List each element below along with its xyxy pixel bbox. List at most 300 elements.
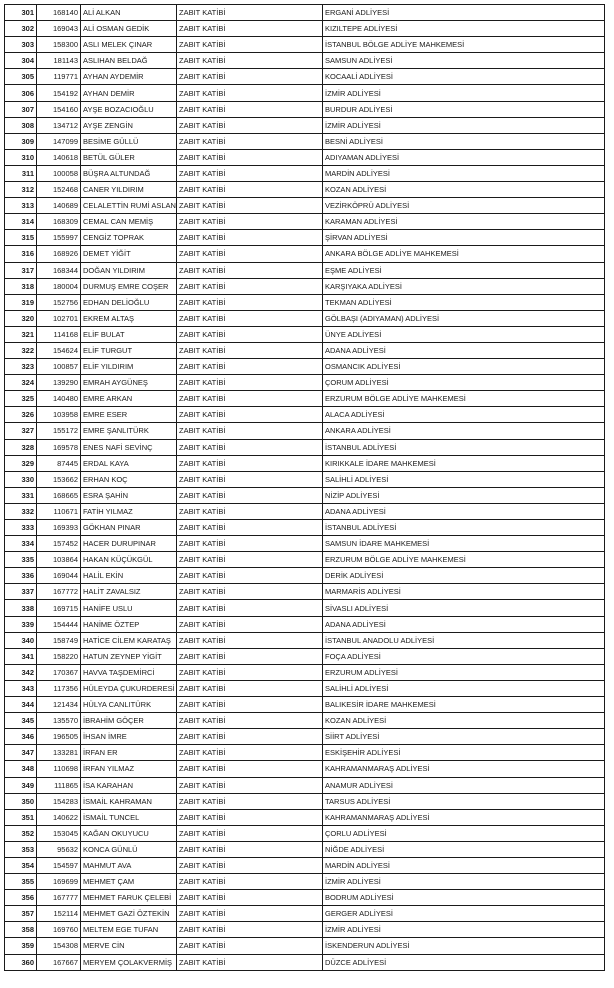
assigned-court: İSTANBUL ADLİYESİ <box>323 439 605 455</box>
registry-number: 119771 <box>37 69 81 85</box>
row-number: 319 <box>5 294 37 310</box>
full-name: HAVVA TAŞDEMİRCİ <box>81 664 177 680</box>
full-name: EMRAH AYGÜNEŞ <box>81 375 177 391</box>
table-row <box>5 729 605 745</box>
assigned-court: BODRUM ADLİYESİ <box>323 890 605 906</box>
table-row <box>5 584 605 600</box>
job-title: ZABIT KATİBİ <box>177 53 323 69</box>
full-name: MELTEM EGE TUFAN <box>81 922 177 938</box>
registry-number: 169044 <box>37 568 81 584</box>
full-name: ALİ ALKAN <box>81 5 177 21</box>
row-number: 304 <box>5 53 37 69</box>
registry-number: 114168 <box>37 326 81 342</box>
registry-number: 168344 <box>37 262 81 278</box>
row-number: 341 <box>5 648 37 664</box>
row-number: 340 <box>5 632 37 648</box>
table-row <box>5 664 605 680</box>
assigned-court: İSKENDERUN ADLİYESİ <box>323 938 605 954</box>
table-row <box>5 777 605 793</box>
full-name: HATİCE CİLEM KARATAŞ <box>81 632 177 648</box>
table-row <box>5 713 605 729</box>
registry-number: 180004 <box>37 278 81 294</box>
full-name: HÜLYA CANLITÜRK <box>81 697 177 713</box>
job-title: ZABIT KATİBİ <box>177 342 323 358</box>
registry-number: 167777 <box>37 890 81 906</box>
registry-number: 169715 <box>37 600 81 616</box>
row-number: 343 <box>5 680 37 696</box>
row-number: 337 <box>5 584 37 600</box>
registry-number: 140480 <box>37 391 81 407</box>
job-title: ZABIT KATİBİ <box>177 182 323 198</box>
job-title: ZABIT KATİBİ <box>177 133 323 149</box>
assigned-court: ŞİRVAN ADLİYESİ <box>323 230 605 246</box>
table-row <box>5 230 605 246</box>
row-number: 313 <box>5 198 37 214</box>
table-row <box>5 375 605 391</box>
assigned-court: DÜZCE ADLİYESİ <box>323 954 605 970</box>
full-name: KAĞAN OKUYUCU <box>81 825 177 841</box>
row-number: 352 <box>5 825 37 841</box>
table-row <box>5 745 605 761</box>
job-title: ZABIT KATİBİ <box>177 809 323 825</box>
job-title: ZABIT KATİBİ <box>177 552 323 568</box>
job-title: ZABIT KATİBİ <box>177 439 323 455</box>
assigned-court: ADANA ADLİYESİ <box>323 616 605 632</box>
table-row <box>5 857 605 873</box>
registry-number: 169699 <box>37 874 81 890</box>
job-title: ZABIT KATİBİ <box>177 745 323 761</box>
registry-number: 168309 <box>37 214 81 230</box>
registry-number: 167667 <box>37 954 81 970</box>
row-number: 310 <box>5 149 37 165</box>
table-row <box>5 69 605 85</box>
table-row <box>5 117 605 133</box>
personnel-table-body <box>5 5 605 971</box>
row-number: 348 <box>5 761 37 777</box>
job-title: ZABIT KATİBİ <box>177 648 323 664</box>
registry-number: 87445 <box>37 455 81 471</box>
table-row <box>5 890 605 906</box>
assigned-court: ANKARA BÖLGE ADLİYE MAHKEMESİ <box>323 246 605 262</box>
job-title: ZABIT KATİBİ <box>177 713 323 729</box>
full-name: KONCA GÜNLÜ <box>81 841 177 857</box>
registry-number: 110671 <box>37 503 81 519</box>
full-name: ENES NAFİ SEVİNÇ <box>81 439 177 455</box>
table-row <box>5 165 605 181</box>
registry-number: 169760 <box>37 922 81 938</box>
table-row <box>5 5 605 21</box>
row-number: 322 <box>5 342 37 358</box>
full-name: ELİF TURGUT <box>81 342 177 358</box>
full-name: DOĞAN YILDIRIM <box>81 262 177 278</box>
row-number: 325 <box>5 391 37 407</box>
assigned-court: OSMANCIK ADLİYESİ <box>323 359 605 375</box>
full-name: EDHAN DELİOĞLU <box>81 294 177 310</box>
assigned-court: NİĞDE ADLİYESİ <box>323 841 605 857</box>
row-number: 317 <box>5 262 37 278</box>
full-name: İSMAİL TUNCEL <box>81 809 177 825</box>
registry-number: 158749 <box>37 632 81 648</box>
table-row <box>5 455 605 471</box>
table-row <box>5 503 605 519</box>
full-name: ERDAL KAYA <box>81 455 177 471</box>
table-row <box>5 53 605 69</box>
table-row <box>5 680 605 696</box>
job-title: ZABIT KATİBİ <box>177 954 323 970</box>
full-name: ELİF BULAT <box>81 326 177 342</box>
table-row <box>5 793 605 809</box>
job-title: ZABIT KATİBİ <box>177 568 323 584</box>
registry-number: 168926 <box>37 246 81 262</box>
row-number: 347 <box>5 745 37 761</box>
row-number: 356 <box>5 890 37 906</box>
table-row <box>5 536 605 552</box>
full-name: AYHAN AYDEMİR <box>81 69 177 85</box>
registry-number: 147099 <box>37 133 81 149</box>
full-name: ALİ OSMAN GEDİK <box>81 21 177 37</box>
job-title: ZABIT KATİBİ <box>177 680 323 696</box>
registry-number: 100857 <box>37 359 81 375</box>
assigned-court: İSTANBUL ANADOLU ADLİYESİ <box>323 632 605 648</box>
table-row <box>5 648 605 664</box>
full-name: CANER YILDIRIM <box>81 182 177 198</box>
registry-number: 134712 <box>37 117 81 133</box>
row-number: 333 <box>5 520 37 536</box>
row-number: 338 <box>5 600 37 616</box>
assigned-court: SAMSUN ADLİYESİ <box>323 53 605 69</box>
assigned-court: ERZURUM BÖLGE ADLİYE MAHKEMESİ <box>323 552 605 568</box>
assigned-court: SAMSUN İDARE MAHKEMESİ <box>323 536 605 552</box>
table-row <box>5 278 605 294</box>
row-number: 308 <box>5 117 37 133</box>
row-number: 329 <box>5 455 37 471</box>
row-number: 318 <box>5 278 37 294</box>
registry-number: 168140 <box>37 5 81 21</box>
table-row <box>5 809 605 825</box>
registry-number: 154444 <box>37 616 81 632</box>
job-title: ZABIT KATİBİ <box>177 375 323 391</box>
row-number: 312 <box>5 182 37 198</box>
job-title: ZABIT KATİBİ <box>177 423 323 439</box>
registry-number: 154597 <box>37 857 81 873</box>
row-number: 316 <box>5 246 37 262</box>
table-row <box>5 37 605 53</box>
job-title: ZABIT KATİBİ <box>177 697 323 713</box>
registry-number: 140622 <box>37 809 81 825</box>
job-title: ZABIT KATİBİ <box>177 874 323 890</box>
assigned-court: ÇORUM ADLİYESİ <box>323 375 605 391</box>
job-title: ZABIT KATİBİ <box>177 793 323 809</box>
table-row <box>5 600 605 616</box>
row-number: 331 <box>5 487 37 503</box>
job-title: ZABIT KATİBİ <box>177 632 323 648</box>
assigned-court: KAHRAMANMARAŞ ADLİYESİ <box>323 809 605 825</box>
registry-number: 154283 <box>37 793 81 809</box>
table-row <box>5 391 605 407</box>
registry-number: 153662 <box>37 471 81 487</box>
assigned-court: BURDUR ADLİYESİ <box>323 101 605 117</box>
job-title: ZABIT KATİBİ <box>177 536 323 552</box>
job-title: ZABIT KATİBİ <box>177 391 323 407</box>
registry-number: 168665 <box>37 487 81 503</box>
assigned-court: DERİK ADLİYESİ <box>323 568 605 584</box>
full-name: BESİME GÜLLÜ <box>81 133 177 149</box>
table-row <box>5 874 605 890</box>
job-title: ZABIT KATİBİ <box>177 841 323 857</box>
table-row <box>5 520 605 536</box>
job-title: ZABIT KATİBİ <box>177 487 323 503</box>
full-name: HACER DURUPINAR <box>81 536 177 552</box>
registry-number: 154624 <box>37 342 81 358</box>
full-name: AYŞE ZENGİN <box>81 117 177 133</box>
registry-number: 152114 <box>37 906 81 922</box>
table-row <box>5 954 605 970</box>
row-number: 335 <box>5 552 37 568</box>
registry-number: 103958 <box>37 407 81 423</box>
job-title: ZABIT KATİBİ <box>177 600 323 616</box>
full-name: BETÜL GÜLER <box>81 149 177 165</box>
full-name: ASLI MELEK ÇINAR <box>81 37 177 53</box>
registry-number: 102701 <box>37 310 81 326</box>
full-name: HANİFE USLU <box>81 600 177 616</box>
row-number: 321 <box>5 326 37 342</box>
assigned-court: FOÇA ADLİYESİ <box>323 648 605 664</box>
full-name: CENGİZ TOPRAK <box>81 230 177 246</box>
registry-number: 169393 <box>37 520 81 536</box>
table-row <box>5 133 605 149</box>
table-row <box>5 359 605 375</box>
table-row <box>5 439 605 455</box>
row-number: 344 <box>5 697 37 713</box>
row-number: 334 <box>5 536 37 552</box>
assigned-court: SİİRT ADLİYESİ <box>323 729 605 745</box>
row-number: 302 <box>5 21 37 37</box>
table-row <box>5 198 605 214</box>
full-name: CELALETTİN RUMİ ASLAN <box>81 198 177 214</box>
full-name: MERVE CİN <box>81 938 177 954</box>
row-number: 360 <box>5 954 37 970</box>
assigned-court: ÇORLU ADLİYESİ <box>323 825 605 841</box>
full-name: ERHAN KOÇ <box>81 471 177 487</box>
registry-number: 158220 <box>37 648 81 664</box>
row-number: 307 <box>5 101 37 117</box>
full-name: HÜLEYDA ÇUKURDERESİ <box>81 680 177 696</box>
full-name: CEMAL CAN MEMİŞ <box>81 214 177 230</box>
assigned-court: MARDİN ADLİYESİ <box>323 165 605 181</box>
table-row <box>5 342 605 358</box>
full-name: İRFAN YILMAZ <box>81 761 177 777</box>
assigned-court: ADANA ADLİYESİ <box>323 342 605 358</box>
assigned-court: ESKİŞEHİR ADLİYESİ <box>323 745 605 761</box>
registry-number: 95632 <box>37 841 81 857</box>
job-title: ZABIT KATİBİ <box>177 85 323 101</box>
full-name: ASLIHAN BELDAĞ <box>81 53 177 69</box>
registry-number: 110698 <box>37 761 81 777</box>
table-row <box>5 310 605 326</box>
table-row <box>5 182 605 198</box>
registry-number: 154308 <box>37 938 81 954</box>
assigned-court: GÖLBAŞI (ADIYAMAN) ADLİYESİ <box>323 310 605 326</box>
row-number: 303 <box>5 37 37 53</box>
row-number: 354 <box>5 857 37 873</box>
registry-number: 153045 <box>37 825 81 841</box>
full-name: MERYEM ÇOLAKVERMİŞ <box>81 954 177 970</box>
assigned-court: EŞME ADLİYESİ <box>323 262 605 278</box>
job-title: ZABIT KATİBİ <box>177 503 323 519</box>
row-number: 328 <box>5 439 37 455</box>
table-row <box>5 697 605 713</box>
registry-number: 152756 <box>37 294 81 310</box>
table-row <box>5 922 605 938</box>
assigned-court: KARŞIYAKA ADLİYESİ <box>323 278 605 294</box>
job-title: ZABIT KATİBİ <box>177 471 323 487</box>
personnel-table <box>4 4 605 971</box>
row-number: 351 <box>5 809 37 825</box>
job-title: ZABIT KATİBİ <box>177 262 323 278</box>
full-name: HALİL EKİN <box>81 568 177 584</box>
assigned-court: GERGER ADLİYESİ <box>323 906 605 922</box>
row-number: 353 <box>5 841 37 857</box>
full-name: HATUN ZEYNEP YİGİT <box>81 648 177 664</box>
table-row <box>5 21 605 37</box>
full-name: AYHAN DEMİR <box>81 85 177 101</box>
job-title: ZABIT KATİBİ <box>177 69 323 85</box>
row-number: 345 <box>5 713 37 729</box>
job-title: ZABIT KATİBİ <box>177 777 323 793</box>
registry-number: 103864 <box>37 552 81 568</box>
table-row <box>5 761 605 777</box>
registry-number: 111865 <box>37 777 81 793</box>
registry-number: 154160 <box>37 101 81 117</box>
assigned-court: KIRIKKALE İDARE MAHKEMESİ <box>323 455 605 471</box>
job-title: ZABIT KATİBİ <box>177 857 323 873</box>
table-row <box>5 423 605 439</box>
row-number: 350 <box>5 793 37 809</box>
job-title: ZABIT KATİBİ <box>177 165 323 181</box>
row-number: 326 <box>5 407 37 423</box>
document-page <box>4 4 604 971</box>
full-name: MAHMUT AVA <box>81 857 177 873</box>
assigned-court: MARDİN ADLİYESİ <box>323 857 605 873</box>
table-row <box>5 294 605 310</box>
full-name: FATİH YILMAZ <box>81 503 177 519</box>
row-number: 314 <box>5 214 37 230</box>
job-title: ZABIT KATİBİ <box>177 101 323 117</box>
row-number: 327 <box>5 423 37 439</box>
job-title: ZABIT KATİBİ <box>177 21 323 37</box>
registry-number: 155997 <box>37 230 81 246</box>
job-title: ZABIT KATİBİ <box>177 825 323 841</box>
job-title: ZABIT KATİBİ <box>177 230 323 246</box>
job-title: ZABIT KATİBİ <box>177 359 323 375</box>
full-name: EMRE ESER <box>81 407 177 423</box>
job-title: ZABIT KATİBİ <box>177 5 323 21</box>
full-name: ESRA ŞAHİN <box>81 487 177 503</box>
table-row <box>5 326 605 342</box>
table-row <box>5 616 605 632</box>
row-number: 349 <box>5 777 37 793</box>
registry-number: 170367 <box>37 664 81 680</box>
job-title: ZABIT KATİBİ <box>177 326 323 342</box>
full-name: HAKAN KÜÇÜKGÜL <box>81 552 177 568</box>
full-name: HALİT ZAVALSIZ <box>81 584 177 600</box>
full-name: İRFAN ER <box>81 745 177 761</box>
job-title: ZABIT KATİBİ <box>177 455 323 471</box>
registry-number: 157452 <box>37 536 81 552</box>
assigned-court: KOCAALİ ADLİYESİ <box>323 69 605 85</box>
registry-number: 133281 <box>37 745 81 761</box>
assigned-court: İSTANBUL BÖLGE ADLİYE MAHKEMESİ <box>323 37 605 53</box>
table-row <box>5 938 605 954</box>
row-number: 346 <box>5 729 37 745</box>
assigned-court: ERZURUM BÖLGE ADLİYE MAHKEMESİ <box>323 391 605 407</box>
assigned-court: BESNİ ADLİYESİ <box>323 133 605 149</box>
assigned-court: ERGANİ ADLİYESİ <box>323 5 605 21</box>
registry-number: 155172 <box>37 423 81 439</box>
job-title: ZABIT KATİBİ <box>177 922 323 938</box>
full-name: İBRAHİM GÖÇER <box>81 713 177 729</box>
job-title: ZABIT KATİBİ <box>177 584 323 600</box>
job-title: ZABIT KATİBİ <box>177 37 323 53</box>
assigned-court: ÜNYE ADLİYESİ <box>323 326 605 342</box>
job-title: ZABIT KATİBİ <box>177 407 323 423</box>
table-row <box>5 149 605 165</box>
table-row <box>5 246 605 262</box>
assigned-court: İZMİR ADLİYESİ <box>323 117 605 133</box>
table-row <box>5 487 605 503</box>
table-row <box>5 825 605 841</box>
table-row <box>5 407 605 423</box>
full-name: DEMET YİĞİT <box>81 246 177 262</box>
job-title: ZABIT KATİBİ <box>177 890 323 906</box>
full-name: DURMUŞ EMRE COŞER <box>81 278 177 294</box>
job-title: ZABIT KATİBİ <box>177 117 323 133</box>
assigned-court: SALİHLİ ADLİYESİ <box>323 471 605 487</box>
registry-number: 169043 <box>37 21 81 37</box>
job-title: ZABIT KATİBİ <box>177 729 323 745</box>
row-number: 324 <box>5 375 37 391</box>
full-name: ELİF YILDIRIM <box>81 359 177 375</box>
table-row <box>5 471 605 487</box>
full-name: EMRE ŞANLITÜRK <box>81 423 177 439</box>
full-name: MEHMET FARUK ÇELEBİ <box>81 890 177 906</box>
row-number: 342 <box>5 664 37 680</box>
assigned-court: BALIKESİR İDARE MAHKEMESİ <box>323 697 605 713</box>
row-number: 339 <box>5 616 37 632</box>
row-number: 330 <box>5 471 37 487</box>
table-row <box>5 552 605 568</box>
registry-number: 154192 <box>37 85 81 101</box>
registry-number: 139290 <box>37 375 81 391</box>
full-name: AYŞE BOZACIOĞLU <box>81 101 177 117</box>
registry-number: 167772 <box>37 584 81 600</box>
assigned-court: KARAMAN ADLİYESİ <box>323 214 605 230</box>
assigned-court: KOZAN ADLİYESİ <box>323 713 605 729</box>
registry-number: 121434 <box>37 697 81 713</box>
row-number: 320 <box>5 310 37 326</box>
registry-number: 181143 <box>37 53 81 69</box>
assigned-court: ADANA ADLİYESİ <box>323 503 605 519</box>
assigned-court: NİZİP ADLİYESİ <box>323 487 605 503</box>
table-row <box>5 262 605 278</box>
full-name: İSA KARAHAN <box>81 777 177 793</box>
full-name: MEHMET ÇAM <box>81 874 177 890</box>
table-row <box>5 214 605 230</box>
table-row <box>5 85 605 101</box>
full-name: GÖKHAN PINAR <box>81 520 177 536</box>
job-title: ZABIT KATİBİ <box>177 520 323 536</box>
assigned-court: TARSUS ADLİYESİ <box>323 793 605 809</box>
